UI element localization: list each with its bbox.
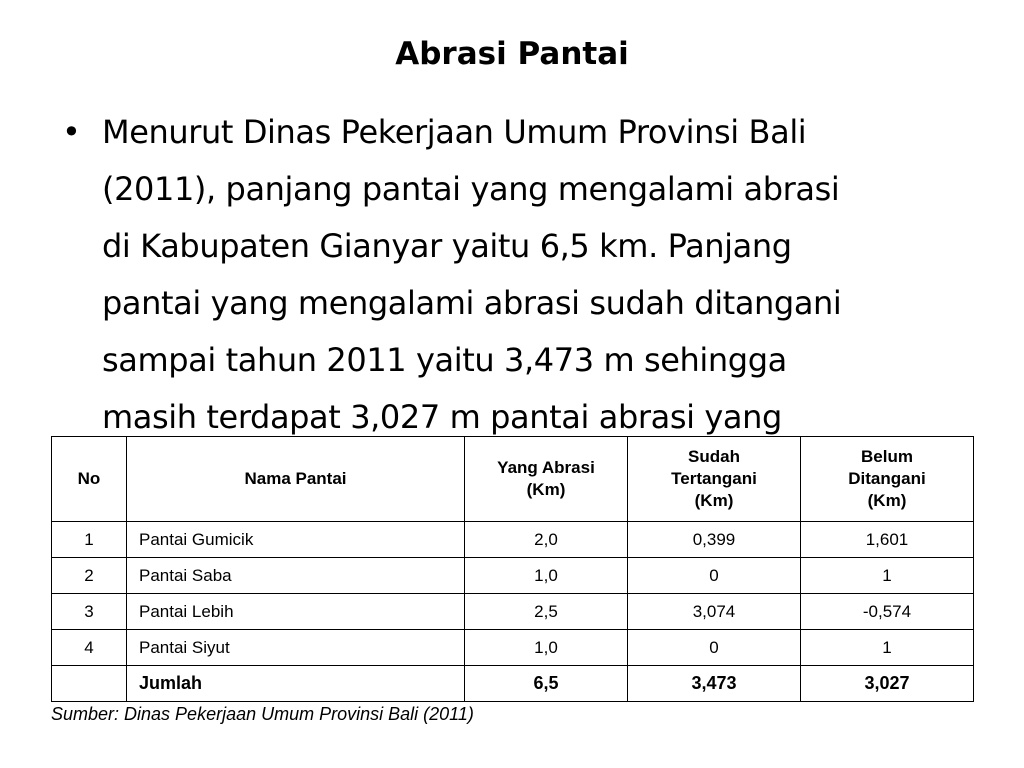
cell-total-sudah: 3,473 (628, 666, 801, 702)
header-belum-unit: (Km) (867, 491, 907, 510)
cell-sudah: 0 (628, 630, 801, 666)
bullet-text (102, 104, 964, 446)
cell-no: 3 (52, 594, 127, 630)
cell-sudah: 0,399 (628, 522, 801, 558)
header-sudah-line: Sudah (688, 447, 740, 466)
cell-belum: 1 (801, 558, 974, 594)
header-belum (801, 437, 974, 522)
bullet-line: masih terdapat 3,027 m pantai abrasi yang (102, 398, 782, 436)
table-row (52, 558, 974, 594)
cell-total-belum: 3,027 (801, 666, 974, 702)
header-abrasi-unit: (Km) (526, 480, 566, 499)
cell-name: Pantai Saba (127, 558, 465, 594)
header-sudah (628, 437, 801, 522)
source-caption: Sumber: Dinas Pekerjaan Umum Provinsi Bali (2011) (51, 704, 474, 724)
cell-abrasi: 1,0 (465, 558, 628, 594)
bullet-line: sampai tahun 2011 yaitu 3,473 m sehingga (102, 341, 787, 379)
cell-name: Pantai Lebih (127, 594, 465, 630)
header-name: Nama Pantai (127, 437, 465, 522)
cell-belum: -0,574 (801, 594, 974, 630)
cell-total-label: Jumlah (127, 666, 465, 702)
cell-abrasi: 2,0 (465, 522, 628, 558)
cell-no: 2 (52, 558, 127, 594)
bullet-symbol: • (62, 113, 81, 151)
cell-sudah: 3,074 (628, 594, 801, 630)
cell-total-abrasi: 6,5 (465, 666, 628, 702)
table-row (52, 630, 974, 666)
header-belum-line: Belum (861, 447, 913, 466)
cell-abrasi: 1,0 (465, 630, 628, 666)
abrasion-table-container (51, 436, 973, 701)
header-abrasi (465, 437, 628, 522)
cell-sudah: 0 (628, 558, 801, 594)
cell-no: 1 (52, 522, 127, 558)
abrasion-table (51, 436, 974, 702)
slide-title: Abrasi Pantai (395, 36, 629, 72)
table-total-row (52, 666, 974, 702)
cell-no: 4 (52, 630, 127, 666)
header-belum-line: Ditangani (848, 469, 926, 488)
cell-abrasi: 2,5 (465, 594, 628, 630)
table-row (52, 594, 974, 630)
cell-no-empty (52, 666, 127, 702)
bullet-line: (2011), panjang pantai yang mengalami abrasi (102, 170, 840, 208)
cell-belum: 1,601 (801, 522, 974, 558)
bullet-line: Menurut Dinas Pekerjaan Umum Provinsi Bali (102, 113, 807, 151)
table-row (52, 522, 974, 558)
cell-belum: 1 (801, 630, 974, 666)
bullet-line: pantai yang mengalami abrasi sudah ditangani (102, 284, 842, 322)
table-header-row (52, 437, 974, 522)
cell-name: Pantai Siyut (127, 630, 465, 666)
cell-name: Pantai Gumicik (127, 522, 465, 558)
header-sudah-unit: (Km) (694, 491, 734, 510)
header-abrasi-line: Yang Abrasi (497, 458, 595, 477)
header-no: No (52, 437, 127, 522)
bullet-line: di Kabupaten Gianyar yaitu 6,5 km. Panjang (102, 227, 792, 265)
header-sudah-line: Tertangani (671, 469, 757, 488)
